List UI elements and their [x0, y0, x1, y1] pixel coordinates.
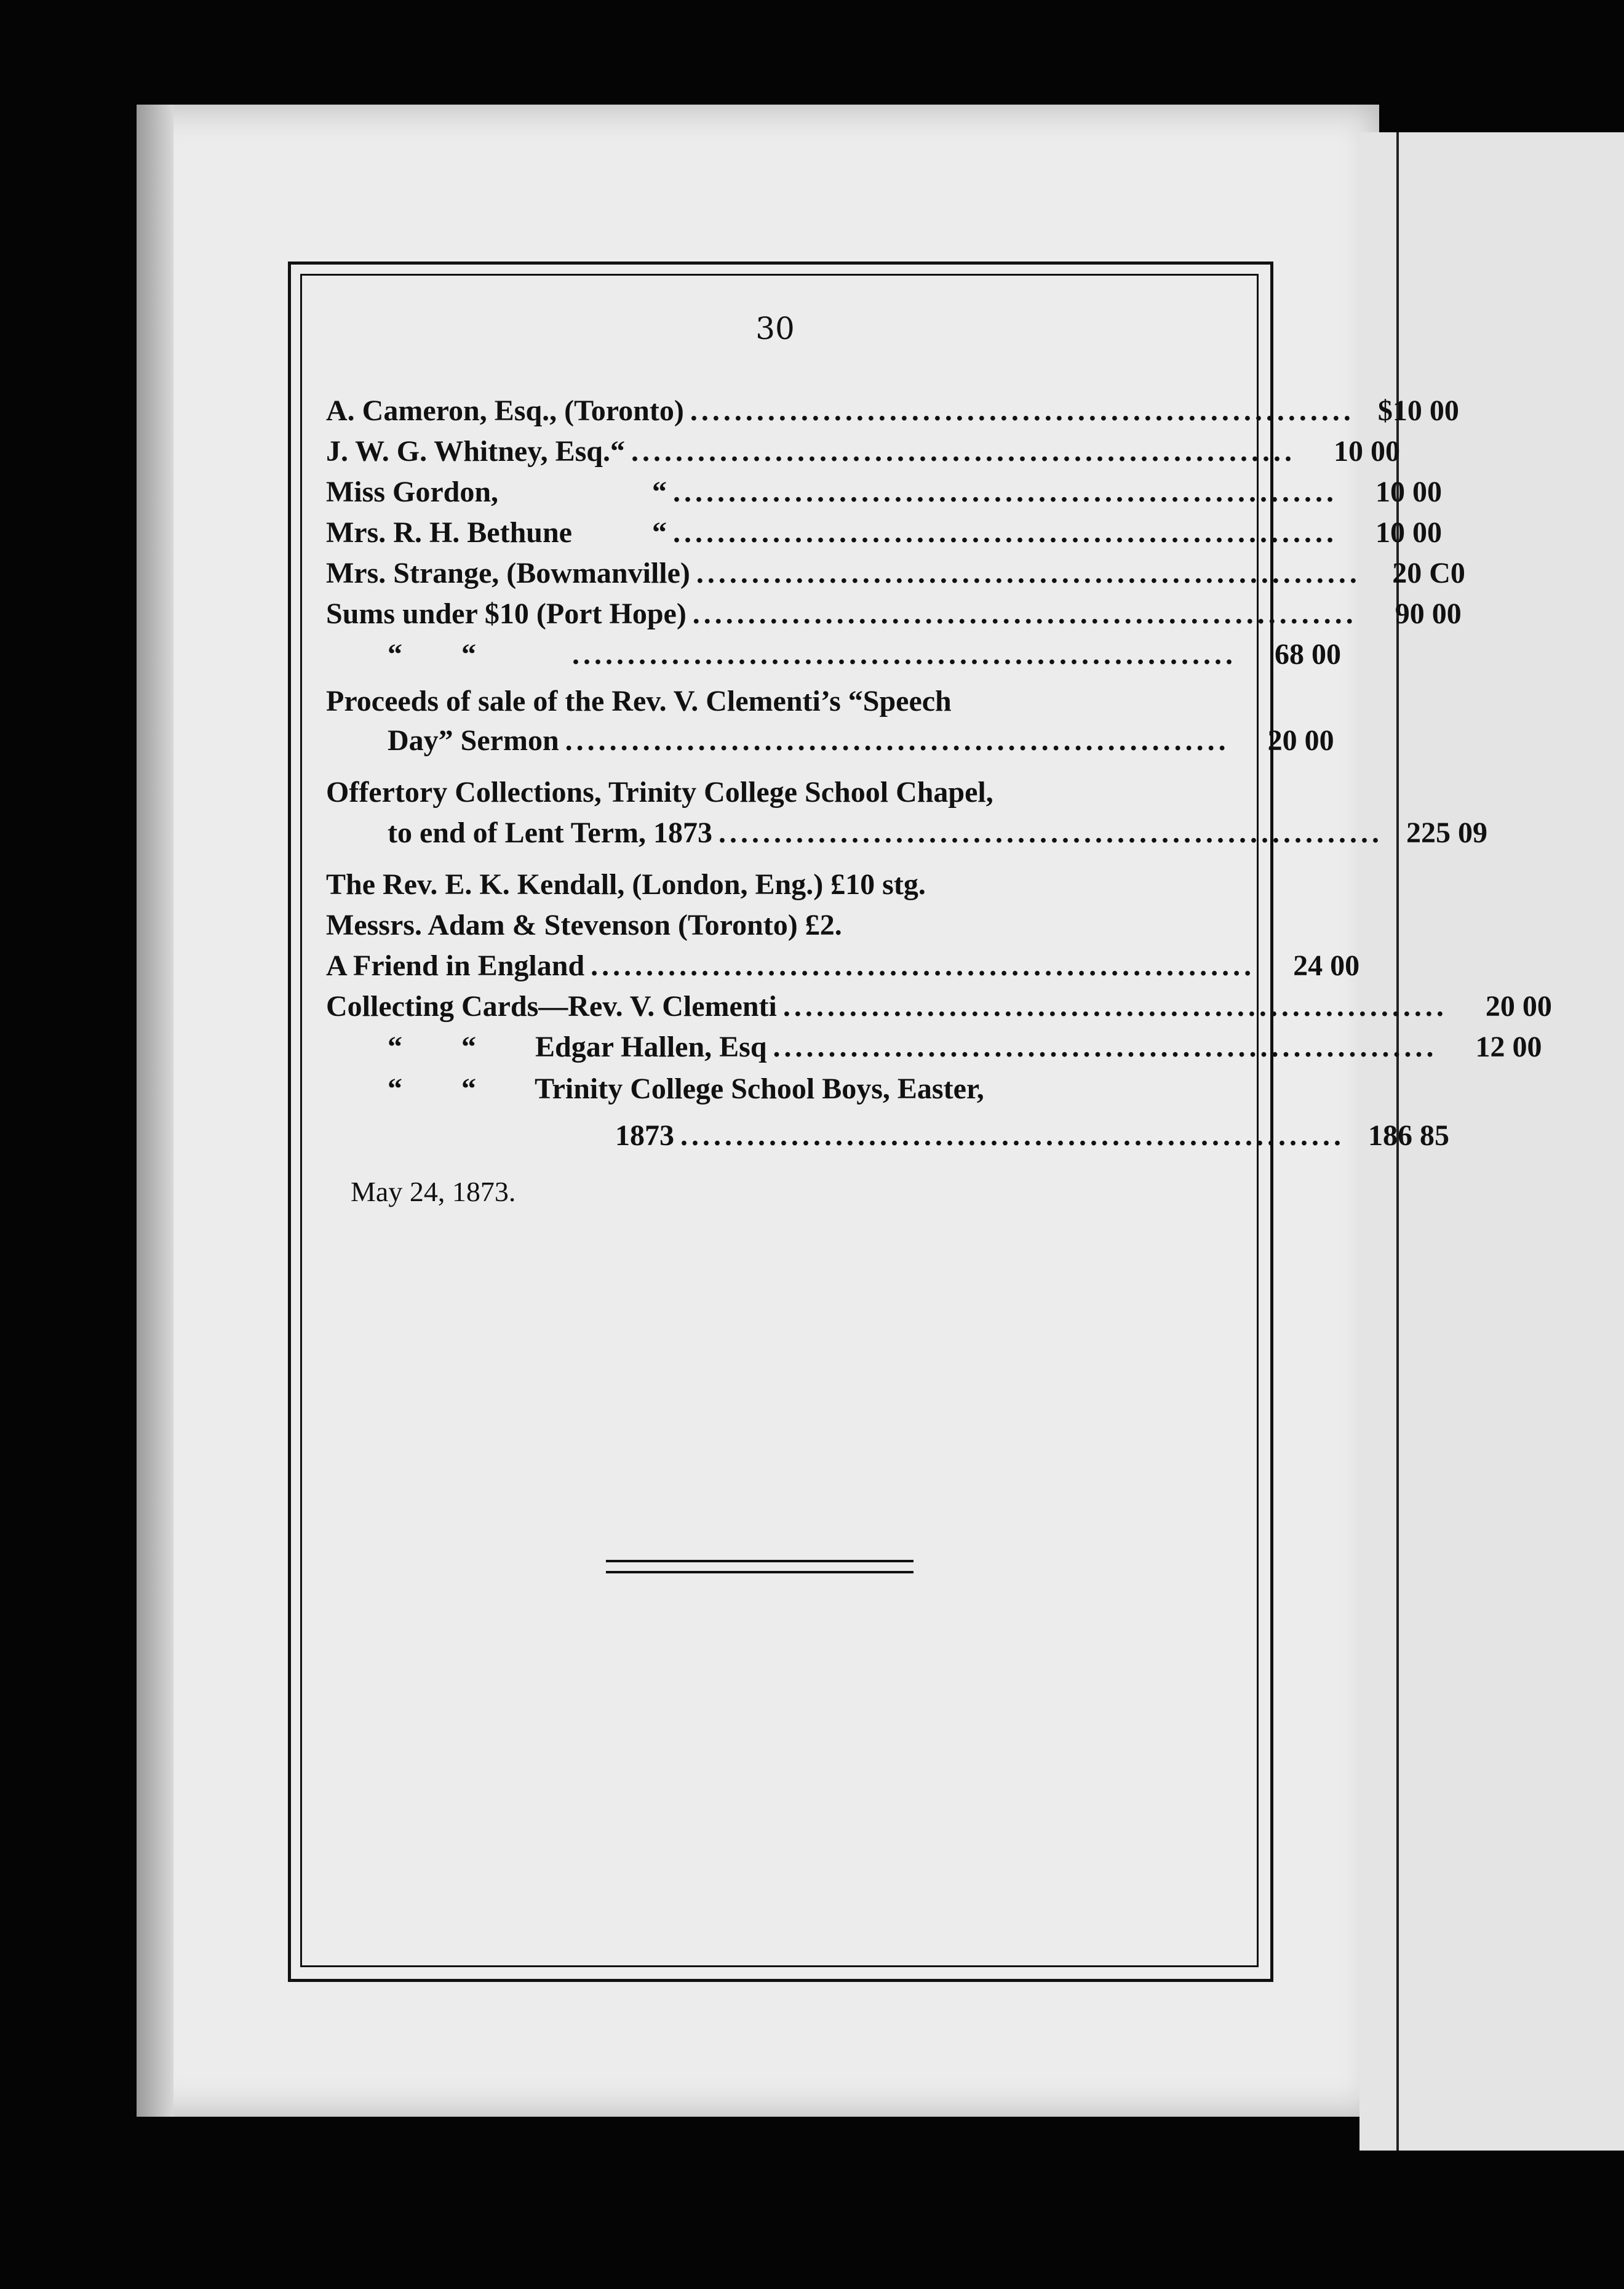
- leader-dots: ............................................................: [631, 435, 1296, 468]
- list-item: A. Cameron, Esq., (Toronto) ............................................................ $10 00: [326, 394, 1459, 427]
- leader-dots: ............................................................: [718, 817, 1383, 849]
- leader-dots: ............................................................: [690, 394, 1355, 427]
- leader-dots: ............................................................: [673, 516, 1337, 549]
- leader-dots: ............................................................: [692, 597, 1357, 630]
- list-item: Miss Gordon, “ ............................................................ 10 00: [326, 476, 1442, 508]
- page-number: 30: [755, 311, 795, 346]
- list-item: J. W. G. Whitney, Esq. “ ............................................................ 10 00: [326, 435, 1400, 468]
- leader-dots: ............................................................: [680, 1119, 1345, 1152]
- page-spine: [137, 105, 173, 2117]
- list-item: “ “ Trinity College School Boys, Easter,: [388, 1073, 984, 1105]
- leader-dots: ............................................................: [572, 638, 1236, 671]
- ditto-mark: “: [652, 516, 667, 549]
- list-item: Collecting Cards—Rev. V. Clementi ............................................................ 20 00: [326, 990, 1552, 1023]
- leader-dots: ............................................................: [673, 476, 1337, 508]
- list-item: Offertory Collections, Trinity College School Chapel,: [326, 776, 993, 809]
- list-item: Mrs. R. H. Bethune “ ............................................................ 10 00: [326, 516, 1442, 549]
- leader-dots: ............................................................: [591, 949, 1256, 982]
- leader-dots: ............................................................: [565, 724, 1230, 757]
- list-item: “ “ Edgar Hallen, Esq ............................................................ 12 00: [388, 1031, 1542, 1063]
- list-item: Messrs. Adam & Stevenson (Toronto) £2.: [326, 909, 842, 941]
- double-rule-divider: [606, 1560, 914, 1573]
- list-item: A Friend in England ............................................................ 24 00: [326, 949, 1360, 982]
- list-item: 1873 ............................................................ 186 85: [615, 1119, 1449, 1152]
- ditto-mark: “: [652, 476, 667, 508]
- ditto-mark: “: [610, 435, 625, 468]
- date-line: May 24, 1873.: [351, 1176, 516, 1207]
- list-item: The Rev. E. K. Kendall, (London, Eng.) £10 stg.: [326, 868, 926, 901]
- list-item: Proceeds of sale of the Rev. V. Clementi’s “Speech: [326, 685, 952, 717]
- list-item: to end of Lent Term, 1873 ............................................................ 225 09: [388, 817, 1487, 849]
- leader-dots: ............................................................: [782, 990, 1447, 1023]
- list-item: Sums under $10 (Port Hope) ............................................................ 90 00: [326, 597, 1462, 630]
- leader-dots: ............................................................: [696, 557, 1361, 589]
- leader-dots: ............................................................: [773, 1031, 1438, 1063]
- list-item: Mrs. Strange, (Bowmanville) ............................................................ 20 C0: [326, 557, 1465, 589]
- list-item: “ “ ............................................................ 68 00: [388, 638, 1341, 671]
- list-item: Day” Sermon ............................................................ 20 00: [388, 724, 1334, 757]
